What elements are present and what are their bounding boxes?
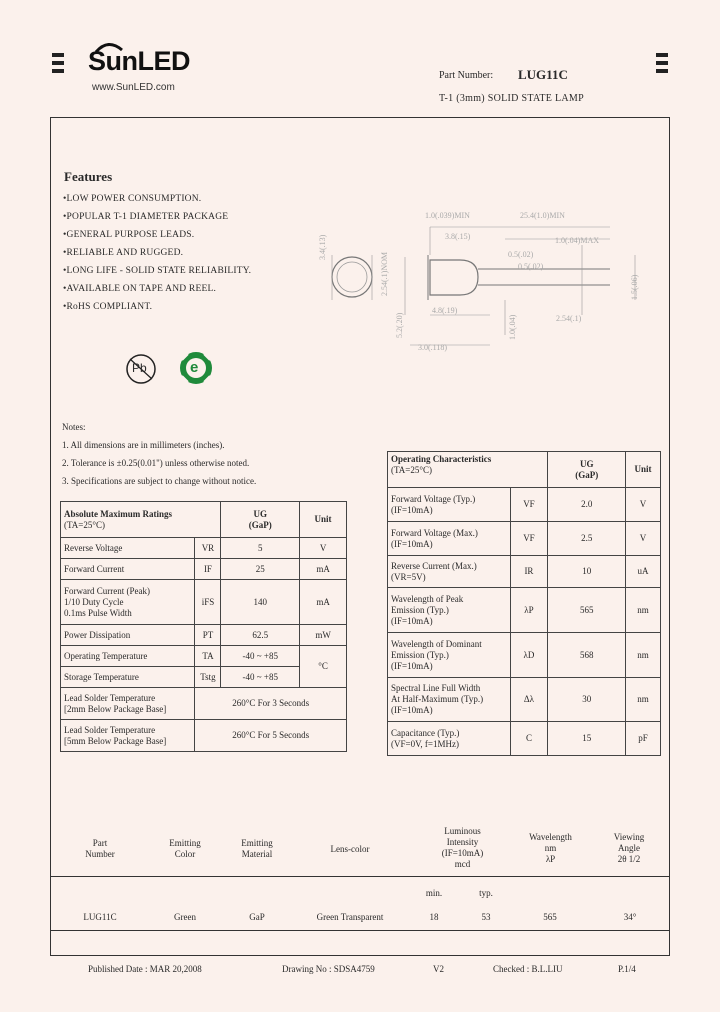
part-number-cell: LUG11C	[83, 912, 117, 922]
feature-item: •RoHS COMPLIANT.	[63, 302, 153, 312]
dim-label: 1.0(.04)	[508, 314, 517, 340]
note-item: 1. All dimensions are in millimeters (inches).	[62, 440, 225, 450]
pb-label: Pb	[132, 361, 147, 375]
lens-top-view	[332, 257, 372, 297]
page-number: P.1/4	[618, 964, 636, 974]
table-row: Power Dissipation PT 62.5 mW	[61, 625, 347, 646]
op-col-ug: UG (GaP)	[548, 452, 626, 488]
dim-label: 1.5(.06)	[630, 274, 639, 300]
right-header-bars	[656, 53, 668, 77]
abs-col-ug: UG (GaP)	[221, 502, 300, 538]
dim-label: 0.5(.02)	[508, 250, 534, 259]
package-drawing	[310, 205, 650, 355]
op-title-cell: Operating Characteristics (TA=25°C)	[388, 452, 548, 488]
dim-label: 5.2(.20)	[395, 312, 404, 338]
feature-item: •POPULAR T-1 DIAMETER PACKAGE	[63, 212, 229, 222]
table-row: Forward Current (Peak) 1/10 Duty Cycle 0.1ms Pulse Width iFS 140 mA	[61, 580, 347, 625]
pb-free-badge	[125, 353, 157, 385]
checked-by: Checked : B.L.LIU	[493, 964, 563, 974]
col-emitting-color: Emitting Color	[169, 838, 201, 859]
abs-col-unit: Unit	[300, 502, 347, 538]
table-row: Wavelength of Peak Emission (Typ.) (IF=10mA) λP 565 nm	[388, 588, 661, 633]
part-table-divider	[50, 876, 670, 877]
notes-title: Notes:	[62, 422, 86, 432]
table-row: Lead Solder Temperature [5mm Below Package Base] 260°C For 5 Seconds	[61, 720, 347, 752]
eco-label: e	[190, 359, 199, 376]
table-row: Reverse Voltage VR 5 V	[61, 538, 347, 559]
lens-color-cell: Green Transparent	[316, 912, 384, 922]
dim-label: 3.4(.13)	[318, 234, 327, 260]
logo-sun-icon	[94, 40, 124, 54]
dim-label: 25.4(1.0)MIN	[520, 211, 565, 220]
table-row: Wavelength of Dominant Emission (Typ.) (IF=10mA) λD 568 nm	[388, 633, 661, 678]
dim-label: 1.0(.039)MIN	[425, 211, 470, 220]
dim-label: 3.0(.118)	[418, 343, 448, 352]
feature-item: •LOW POWER CONSUMPTION.	[63, 194, 202, 204]
col-part-number: Part Number	[85, 838, 115, 859]
rohs-badge	[178, 350, 214, 386]
viewing-angle-cell: 34°	[623, 912, 637, 922]
table-row: Lead Solder Temperature [2mm Below Package Base] 260°C For 3 Seconds	[61, 688, 347, 720]
logo-text: SunLED	[88, 46, 190, 76]
emitting-material-cell: GaP	[249, 912, 265, 922]
table-row: Capacitance (Typ.) (VF=0V, f=1MHz) C 15 pF	[388, 722, 661, 756]
note-item: 2. Tolerance is ±0.25(0.01") unless otherwise noted.	[62, 458, 250, 468]
left-header-bars	[52, 53, 64, 77]
typ-intensity-cell: 53	[481, 912, 491, 922]
feature-item: •RELIABLE AND RUGGED.	[63, 248, 184, 258]
col-emitting-material: Emitting Material	[241, 838, 273, 859]
dim-label: 3.8(.15)	[445, 232, 471, 241]
drawing-number: Drawing No : SDSA4759	[282, 964, 375, 974]
table-row: Operating Temperature TA -40 ~ +85 °C	[61, 646, 347, 667]
version: V2	[433, 964, 444, 974]
dim-label: 2.54(.1)	[556, 314, 582, 323]
note-item: 3. Specifications are subject to change without notice.	[62, 476, 257, 486]
part-number-label: Part Number:	[439, 70, 494, 81]
op-col-unit: Unit	[626, 452, 661, 488]
feature-item: •LONG LIFE - SOLID STATE RELIABILITY.	[63, 266, 252, 276]
col-luminous-intensity: Luminous Intensity (IF=10mA) mcd	[441, 826, 484, 869]
table-row: Reverse Current (Max.) (VR=5V) IR 10 uA	[388, 556, 661, 588]
dim-label: 0.5(.02)	[518, 262, 544, 271]
published-date: Published Date : MAR 20,2008	[88, 964, 202, 974]
notes	[62, 418, 256, 490]
part-table-bottom	[50, 930, 670, 931]
table-row: Spectral Line Full Width At Half-Maximum (Typ.) (IF=10mA) Δλ 30 nm	[388, 678, 661, 722]
emitting-color-cell: Green	[174, 912, 196, 922]
dim-label: 4.8(.19)	[432, 306, 458, 315]
abs-title-cell: Absolute Maximum Ratings (TA=25°C)	[61, 502, 221, 538]
wavelength-cell: 565	[543, 912, 557, 922]
lamp-body	[430, 260, 478, 295]
features-list	[63, 190, 251, 316]
table-row: Storage Temperature Tstg -40 ~ +85	[61, 667, 347, 688]
col-typ: typ.	[479, 888, 493, 898]
logo	[88, 46, 190, 77]
col-viewing-angle: Viewing Angle 2θ 1/2	[613, 832, 645, 864]
min-intensity-cell: 18	[429, 912, 439, 922]
feature-item: •AVAILABLE ON TAPE AND REEL.	[63, 284, 217, 294]
dim-label: 2.54(.1)NOM	[380, 252, 389, 296]
col-wavelength: Wavelength nm λP	[529, 832, 572, 864]
features-title: Features	[64, 169, 113, 184]
table-row: Forward Current IF 25 mA	[61, 559, 347, 580]
col-min: min.	[425, 888, 443, 898]
part-number: LUG11C	[518, 67, 568, 82]
abs-max-table	[60, 501, 347, 752]
website-url: www.SunLED.com	[92, 82, 175, 93]
col-lens-color: Lens-color	[330, 844, 370, 854]
feature-item: •GENERAL PURPOSE LEADS.	[63, 230, 195, 240]
subtitle: T-1 (3mm) SOLID STATE LAMP	[439, 93, 584, 104]
op-char-table	[387, 451, 661, 756]
dim-label: 1.0(.04)MAX	[555, 236, 599, 245]
table-row: Forward Voltage (Max.) (IF=10mA) VF 2.5 V	[388, 522, 661, 556]
table-row: Forward Voltage (Typ.) (IF=10mA) VF 2.0 V	[388, 488, 661, 522]
